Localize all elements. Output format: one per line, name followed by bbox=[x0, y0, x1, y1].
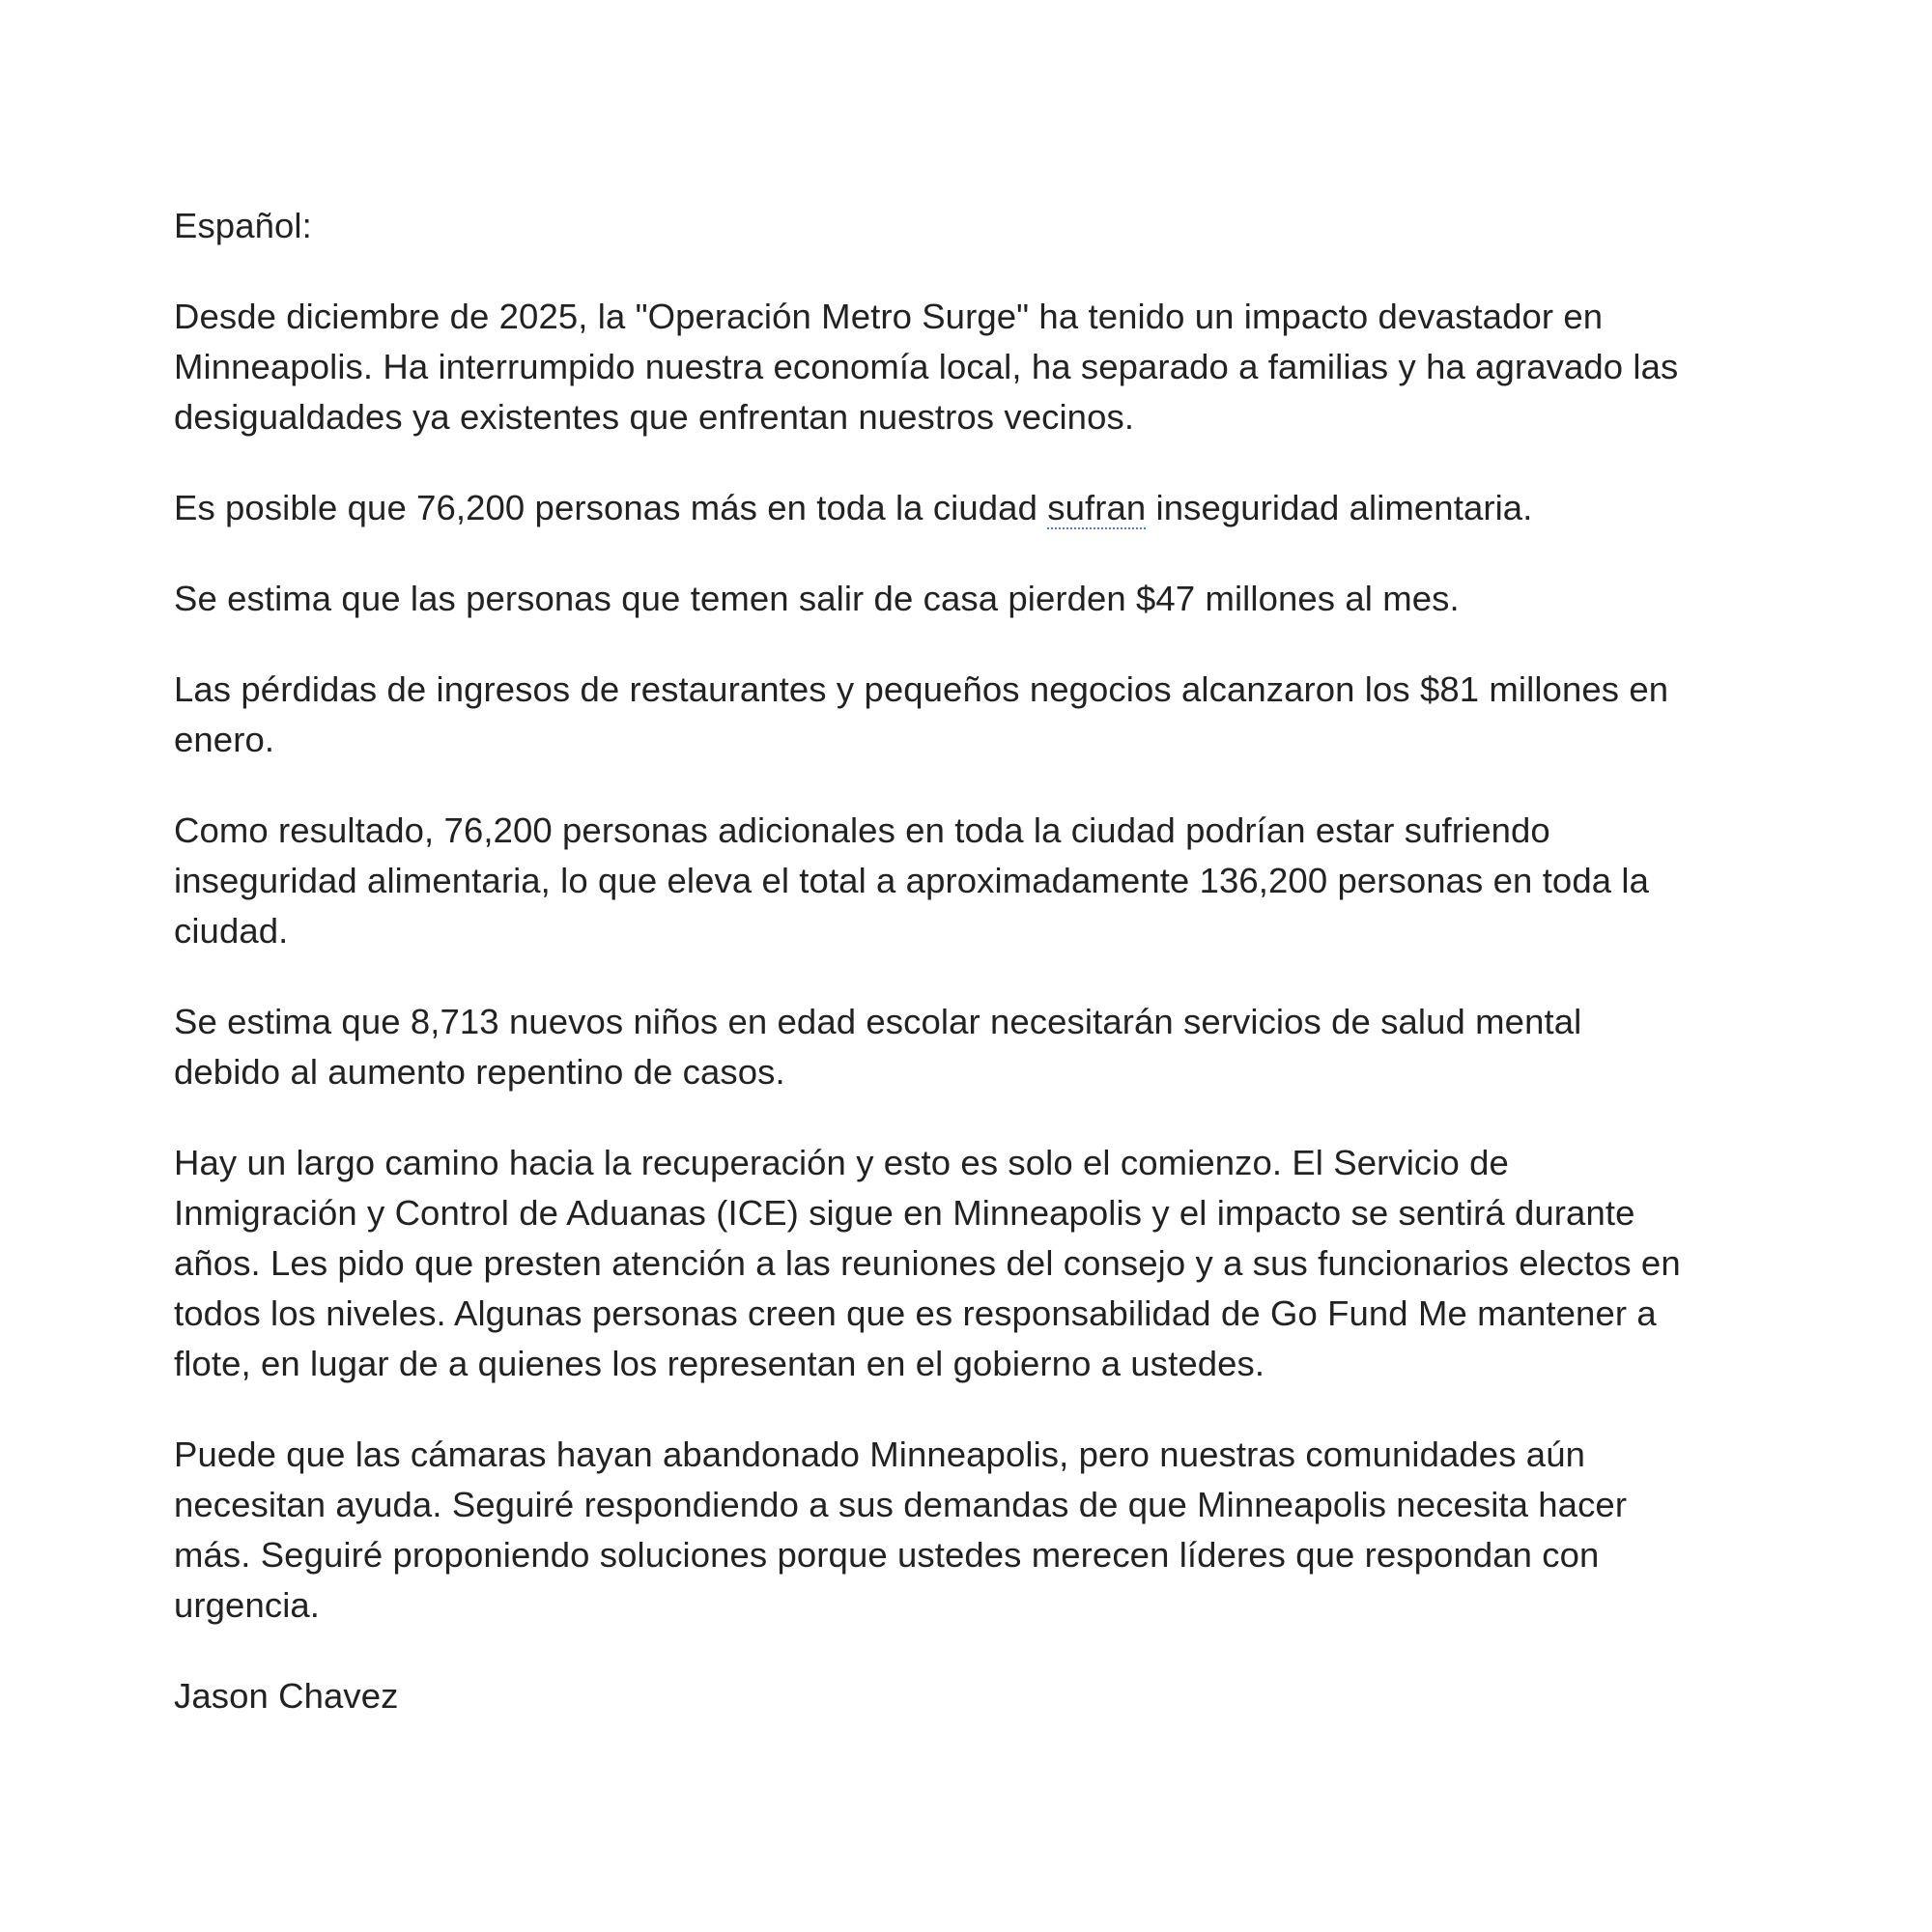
text-line: desigualdades ya existentes que enfrentan nuestros vecinos. bbox=[174, 397, 1135, 437]
text-line: años. Les pido que presten atención a las reuniones del consejo y a sus funcionarios electos en bbox=[174, 1243, 1681, 1283]
paragraph-monthly-loss bbox=[174, 574, 1816, 624]
signature bbox=[174, 1671, 1816, 1721]
paragraph-recovery bbox=[174, 1138, 1816, 1389]
text-line: Puede que las cámaras hayan abandonado Minneapolis, pero nuestras comunidades aún bbox=[174, 1435, 1585, 1474]
text-line: inseguridad alimentaria, lo que eleva el total a aproximadamente 136,200 personas en toda la bbox=[174, 861, 1649, 900]
text-line: debido al aumento repentino de casos. bbox=[174, 1052, 785, 1092]
text-line: flote, en lugar de a quienes los representan en el gobierno a ustedes. bbox=[174, 1344, 1265, 1383]
paragraph-food-insecurity bbox=[174, 483, 1816, 533]
paragraph-closing bbox=[174, 1430, 1816, 1631]
language-heading bbox=[174, 201, 1816, 251]
text-line: Minneapolis. Ha interrumpido nuestra economía local, ha separado a familias y ha agravado las bbox=[174, 347, 1679, 386]
text-segment: inseguridad alimentaria. bbox=[1146, 488, 1533, 527]
paragraph-business-loss bbox=[174, 665, 1816, 765]
text-line: necesitan ayuda. Seguiré respondiendo a sus demandas de que Minneapolis necesita hacer bbox=[174, 1485, 1628, 1524]
document-body bbox=[174, 201, 1816, 1762]
text-line bbox=[174, 483, 1816, 533]
text-line: enero. bbox=[174, 720, 275, 759]
signature-name: Jason Chavez bbox=[174, 1676, 399, 1716]
text-line: urgencia. bbox=[174, 1585, 321, 1625]
paragraph-result bbox=[174, 806, 1816, 956]
text-line: Desde diciembre de 2025, la "Operación Metro Surge" ha tenido un impacto devastador en bbox=[174, 297, 1604, 336]
text-line: más. Seguiré proponiendo soluciones porque ustedes merecen líderes que respondan con bbox=[174, 1535, 1600, 1575]
text-line: todos los niveles. Algunas personas creen que es responsabilidad de Go Fund Me mantener a bbox=[174, 1293, 1657, 1333]
text-line: Hay un largo camino hacia la recuperación y esto es solo el comienzo. El Servicio de bbox=[174, 1143, 1509, 1182]
text-line: Inmigración y Control de Aduanas (ICE) sigue en Minneapolis y el impacto se sentirá durante bbox=[174, 1193, 1635, 1233]
text-line: Se estima que 8,713 nuevos niños en edad escolar necesitarán servicios de salud mental bbox=[174, 1002, 1582, 1041]
paragraph-mental-health bbox=[174, 997, 1816, 1097]
text-line: Como resultado, 76,200 personas adicionales en toda la ciudad podrían estar sufriendo bbox=[174, 810, 1550, 850]
text-line: Las pérdidas de ingresos de restaurantes y pequeños negocios alcanzaron los $81 millones en bbox=[174, 669, 1669, 709]
text-line: ciudad. bbox=[174, 911, 289, 951]
spellcheck-flagged-word[interactable]: sufran bbox=[1047, 488, 1147, 527]
paragraph-intro bbox=[174, 292, 1816, 442]
text-segment: Es posible que 76,200 personas más en toda la ciudad bbox=[174, 488, 1048, 527]
text-line: Se estima que las personas que temen salir de casa pierden $47 millones al mes. bbox=[174, 579, 1460, 618]
heading-text: Español: bbox=[174, 206, 312, 245]
